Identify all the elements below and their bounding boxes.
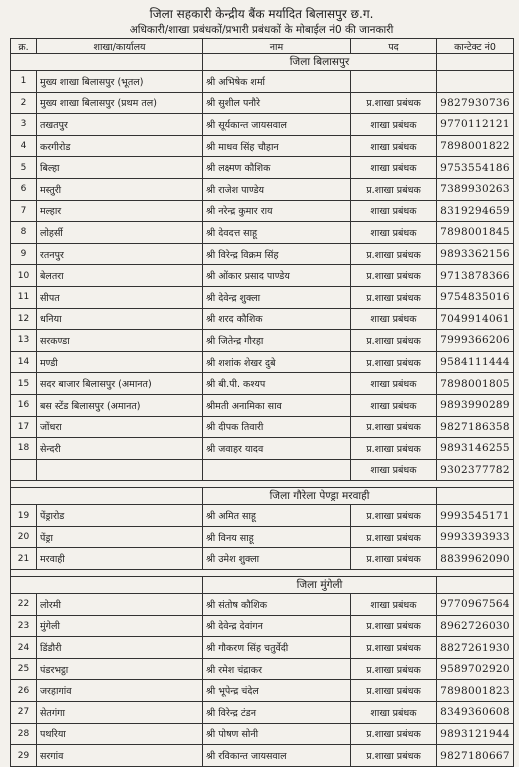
branch-cell: मुख्य शाखा बिलासपुर (प्रथम तल) (37, 92, 203, 114)
name-cell: श्री बी.पी. कश्यप (203, 373, 351, 395)
name-cell: श्री रविकान्त जायसवाल (203, 745, 351, 767)
post-cell: शाखा प्रबंधक (351, 135, 437, 157)
post-cell: शाखा प्रबंधक (351, 308, 437, 330)
mobile-number-cell: 9713878366 (437, 265, 514, 287)
branch-cell: पेंड्रा (37, 526, 203, 548)
post-cell: प्र.शाखा प्रबंधक (351, 286, 437, 308)
table-row (11, 637, 514, 659)
mobile-number-cell: 8839962090 (437, 548, 514, 570)
branch-cell: करगीरोड (37, 135, 203, 157)
branch-cell: सरगांव (37, 745, 203, 767)
table-row (11, 416, 514, 438)
serial-number-cell: 13 (11, 330, 37, 352)
branch-cell: रतनपुर (37, 243, 203, 265)
name-cell: श्री अभिषेक शर्मा (203, 71, 351, 93)
table-row (11, 222, 514, 244)
mobile-number-cell: 9993393933 (437, 526, 514, 548)
table-body (11, 54, 514, 767)
mobile-number-cell: 7898001845 (437, 222, 514, 244)
serial-number-cell: 10 (11, 265, 37, 287)
branch-cell: पेंड्रारोड (37, 505, 203, 527)
header-post: पद (351, 39, 437, 54)
post-cell: प्र.शाखा प्रबंधक (351, 745, 437, 767)
name-cell (203, 459, 351, 481)
mobile-number-cell: 9770112121 (437, 114, 514, 136)
table-row (11, 594, 514, 616)
post-cell: शाखा प्रबंधक (351, 157, 437, 179)
branch-cell: मुख्य शाखा बिलासपुर (भूतल) (37, 71, 203, 93)
serial-number-cell: 8 (11, 222, 37, 244)
mobile-number-cell: 9770967564 (437, 594, 514, 616)
serial-number-cell: 16 (11, 394, 37, 416)
branch-cell: सेन्दरी (37, 438, 203, 460)
name-cell: श्री जितेन्द्र गौरहा (203, 330, 351, 352)
post-cell: शाखा प्रबंधक (351, 702, 437, 724)
table-row (11, 71, 514, 93)
branch-cell: मरवाही (37, 548, 203, 570)
mobile-number-cell: 9754835016 (437, 286, 514, 308)
name-cell: श्री विरेन्द्र टंडन (203, 702, 351, 724)
serial-number-cell: 28 (11, 723, 37, 745)
serial-number-cell: 11 (11, 286, 37, 308)
serial-number-cell: 27 (11, 702, 37, 724)
table-row (11, 615, 514, 637)
district-heading-row (11, 577, 514, 594)
post-cell: शाखा प्रबंधक (351, 222, 437, 244)
mobile-number-cell: 9584111444 (437, 351, 514, 373)
mobile-number-cell: 9753554186 (437, 157, 514, 179)
name-cell: श्री नरेन्द्र कुमार राय (203, 200, 351, 222)
mobile-number-cell: 9827186358 (437, 416, 514, 438)
serial-number-cell: 26 (11, 680, 37, 702)
branch-cell: तखतपुर (37, 114, 203, 136)
mobile-number-cell: 9302377782 (437, 459, 514, 481)
serial-number-cell: 15 (11, 373, 37, 395)
header-contact: कान्टेक्ट नं0 (437, 39, 514, 54)
branch-cell: लोहर्सी (37, 222, 203, 244)
branch-cell: बस स्टेंड बिलासपुर (अमानत) (37, 394, 203, 416)
name-cell: श्री लक्ष्मण कौशिक (203, 157, 351, 179)
table-row (11, 92, 514, 114)
table-row (11, 265, 514, 287)
mobile-number-cell: 9893121944 (437, 723, 514, 745)
branch-cell: लोरमी (37, 594, 203, 616)
mobile-number-cell: 8962726030 (437, 615, 514, 637)
mobile-number-cell: 8827261930 (437, 637, 514, 659)
mobile-number-cell: 9827180667 (437, 745, 514, 767)
table-row (11, 459, 514, 481)
post-cell: प्र.शाखा प्रबंधक (351, 526, 437, 548)
branch-cell: पंडरभट्ठा (37, 658, 203, 680)
post-cell: प्र.शाखा प्रबंधक (351, 330, 437, 352)
serial-number-cell: 9 (11, 243, 37, 265)
branch-cell: मस्तुरी (37, 178, 203, 200)
serial-number-cell: 22 (11, 594, 37, 616)
post-cell: प्र.शाखा प्रबंधक (351, 351, 437, 373)
branch-cell: धनिया (37, 308, 203, 330)
district-name: जिला बिलासपुर (203, 54, 437, 71)
post-cell: प्र.शाखा प्रबंधक (351, 723, 437, 745)
table-row (11, 680, 514, 702)
branch-cell: मुंगेली (37, 615, 203, 637)
post-cell: प्र.शाखा प्रबंधक (351, 265, 437, 287)
mobile-number-cell: 7898001823 (437, 680, 514, 702)
name-cell: श्री देवदत्त साहू (203, 222, 351, 244)
serial-number-cell: 17 (11, 416, 37, 438)
serial-number-cell: 20 (11, 526, 37, 548)
name-cell: श्री विरेन्द्र विक्रम सिंह (203, 243, 351, 265)
post-cell: प्र.शाखा प्रबंधक (351, 416, 437, 438)
table-row (11, 438, 514, 460)
name-cell: श्री अमित साहू (203, 505, 351, 527)
name-cell: श्री माधव सिंह चौहान (203, 135, 351, 157)
table-row (11, 723, 514, 745)
table-row (11, 658, 514, 680)
contact-table (10, 38, 514, 767)
table-row (11, 373, 514, 395)
serial-number-cell: 3 (11, 114, 37, 136)
post-cell: प्र.शाखा प्रबंधक (351, 243, 437, 265)
name-cell: श्री पोषण सोनी (203, 723, 351, 745)
district-name: जिला मुंगेली (203, 577, 437, 594)
post-cell: प्र.शाखा प्रबंधक (351, 637, 437, 659)
serial-number-cell: 23 (11, 615, 37, 637)
mobile-number-cell: 9893146255 (437, 438, 514, 460)
table-row (11, 178, 514, 200)
mobile-number-cell: 7898001805 (437, 373, 514, 395)
district-name: जिला गौरेला पेण्ड्रा मरवाही (203, 488, 437, 505)
serial-number-cell: 24 (11, 637, 37, 659)
name-cell: श्री दीपक तिवारी (203, 416, 351, 438)
name-cell: श्री राजेश पाण्डेय (203, 178, 351, 200)
table-row (11, 548, 514, 570)
header-name: नाम (203, 39, 351, 54)
branch-cell: मण्डी (37, 351, 203, 373)
name-cell: श्री सूर्यकान्त जायसवाल (203, 114, 351, 136)
serial-number-cell: 4 (11, 135, 37, 157)
serial-number-cell: 19 (11, 505, 37, 527)
serial-number-cell: 25 (11, 658, 37, 680)
document-title: जिला सहकारी केन्द्रीय बैंक मर्यादित बिलासपुर छ.ग. (149, 7, 374, 21)
header-branch: शाखा/कार्यालय (37, 39, 203, 54)
post-cell: शाखा प्रबंधक (351, 594, 437, 616)
name-cell: श्रीमती अनामिका साव (203, 394, 351, 416)
branch-cell: सदर बाजार बिलासपुर (अमानत) (37, 373, 203, 395)
mobile-number-cell: 7049914061 (437, 308, 514, 330)
name-cell: श्री शरद कौशिक (203, 308, 351, 330)
name-cell: श्री विनय साहू (203, 526, 351, 548)
mobile-number-cell (437, 71, 514, 93)
serial-number-cell: 18 (11, 438, 37, 460)
branch-cell: बिल्हा (37, 157, 203, 179)
branch-cell: पथरिया (37, 723, 203, 745)
section-spacer (11, 570, 514, 577)
table-row (11, 505, 514, 527)
document-header (10, 6, 513, 38)
table-header-row (11, 39, 514, 54)
branch-cell: सेतगंगा (37, 702, 203, 724)
post-cell: प्र.शाखा प्रबंधक (351, 438, 437, 460)
post-cell: शाखा प्रबंधक (351, 394, 437, 416)
district-heading-row (11, 488, 514, 505)
serial-number-cell: 29 (11, 745, 37, 767)
name-cell: श्री देवेन्द्र शुक्ला (203, 286, 351, 308)
serial-number-cell: 7 (11, 200, 37, 222)
branch-cell: जरहागांव (37, 680, 203, 702)
name-cell: श्री जवाहर यादव (203, 438, 351, 460)
table-row (11, 286, 514, 308)
serial-number-cell (11, 459, 37, 481)
branch-cell: सरकण्डा (37, 330, 203, 352)
post-cell: प्र.शाखा प्रबंधक (351, 548, 437, 570)
table-row (11, 135, 514, 157)
mobile-number-cell: 9893362156 (437, 243, 514, 265)
mobile-number-cell: 9993545171 (437, 505, 514, 527)
mobile-number-cell: 9893990289 (437, 394, 514, 416)
serial-number-cell: 12 (11, 308, 37, 330)
mobile-number-cell: 7389930263 (437, 178, 514, 200)
post-cell: प्र.शाखा प्रबंधक (351, 92, 437, 114)
district-heading-row (11, 54, 514, 71)
serial-number-cell: 21 (11, 548, 37, 570)
header-sr: क्र. (11, 39, 37, 54)
table-row (11, 351, 514, 373)
table-row (11, 702, 514, 724)
mobile-number-cell: 7898001822 (437, 135, 514, 157)
name-cell: श्री संतोष कौशिक (203, 594, 351, 616)
branch-cell: बेलतरा (37, 265, 203, 287)
name-cell: श्री देवेन्द्र देवांगन (203, 615, 351, 637)
name-cell: श्री रमेश चंद्राकर (203, 658, 351, 680)
table-row (11, 157, 514, 179)
mobile-number-cell: 8319294659 (437, 200, 514, 222)
name-cell: श्री शशांक शेखर दुबे (203, 351, 351, 373)
name-cell: श्री सुशील पनौरे (203, 92, 351, 114)
post-cell: प्र.शाखा प्रबंधक (351, 505, 437, 527)
serial-number-cell: 2 (11, 92, 37, 114)
mobile-number-cell: 9827930736 (437, 92, 514, 114)
post-cell: शाखा प्रबंधक (351, 200, 437, 222)
branch-cell: सीपत (37, 286, 203, 308)
name-cell: श्री भूपेन्द्र चंदेल (203, 680, 351, 702)
serial-number-cell: 14 (11, 351, 37, 373)
table-row (11, 114, 514, 136)
name-cell: श्री ओंकार प्रसाद पाण्डेय (203, 265, 351, 287)
mobile-number-cell: 8349360608 (437, 702, 514, 724)
mobile-number-cell: 9589702920 (437, 658, 514, 680)
document-subtitle: अधिकारी/शाखा प्रबंधकों/प्रभारी प्रबंधकों के मोबाईल नं0 की जानकारी (129, 24, 394, 36)
post-cell: शाखा प्रबंधक (351, 459, 437, 481)
post-cell: प्र.शाखा प्रबंधक (351, 658, 437, 680)
post-cell: प्र.शाखा प्रबंधक (351, 178, 437, 200)
post-cell: प्र.शाखा प्रबंधक (351, 680, 437, 702)
name-cell: श्री गौकरण सिंह चतुर्वेदी (203, 637, 351, 659)
name-cell: श्री उमेश शुक्ला (203, 548, 351, 570)
section-spacer (11, 481, 514, 488)
post-cell: प्र.शाखा प्रबंधक (351, 615, 437, 637)
table-row (11, 526, 514, 548)
branch-cell: मल्हार (37, 200, 203, 222)
table-row (11, 330, 514, 352)
serial-number-cell: 5 (11, 157, 37, 179)
serial-number-cell: 6 (11, 178, 37, 200)
table-row (11, 394, 514, 416)
branch-cell: डिंडौरी (37, 637, 203, 659)
table-row (11, 243, 514, 265)
post-cell: शाखा प्रबंधक (351, 114, 437, 136)
table-row (11, 200, 514, 222)
post-cell (351, 71, 437, 93)
serial-number-cell: 1 (11, 71, 37, 93)
mobile-number-cell: 7999366206 (437, 330, 514, 352)
branch-cell: जोंधरा (37, 416, 203, 438)
table-row (11, 308, 514, 330)
table-row (11, 745, 514, 767)
post-cell: शाखा प्रबंधक (351, 373, 437, 395)
branch-cell (37, 459, 203, 481)
